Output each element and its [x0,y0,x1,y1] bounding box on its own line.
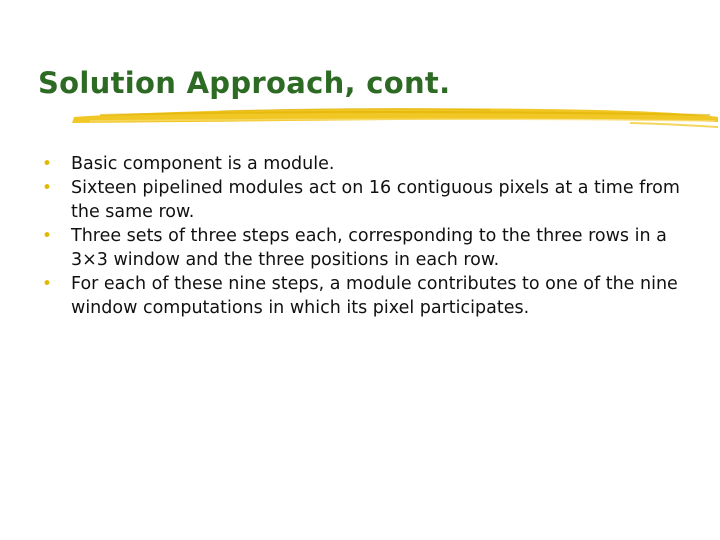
bullet-item [41,152,701,176]
bullet-icon: • [41,226,53,246]
bullet-text: Sixteen pipelined modules act on 16 contiguous pixels at a time from the same row. [71,178,680,222]
bullet-item [41,272,701,320]
title-underline-brushstroke [70,103,720,133]
bullet-icon: • [41,178,53,198]
bullet-text: Three sets of three steps each, corresponding to the three rows in a 3×3 window and the three positions in each row. [71,226,667,270]
bullet-item [41,224,701,272]
bullet-text: For each of these nine steps, a module contributes to one of the nine window computations in which its pixel participates. [71,274,678,318]
slide-title: Solution Approach, cont. [38,66,451,100]
bullet-icon: • [41,154,53,174]
bullet-list [41,152,701,320]
bullet-text: Basic component is a module. [71,154,335,174]
bullet-item [41,176,701,224]
bullet-icon: • [41,274,53,294]
